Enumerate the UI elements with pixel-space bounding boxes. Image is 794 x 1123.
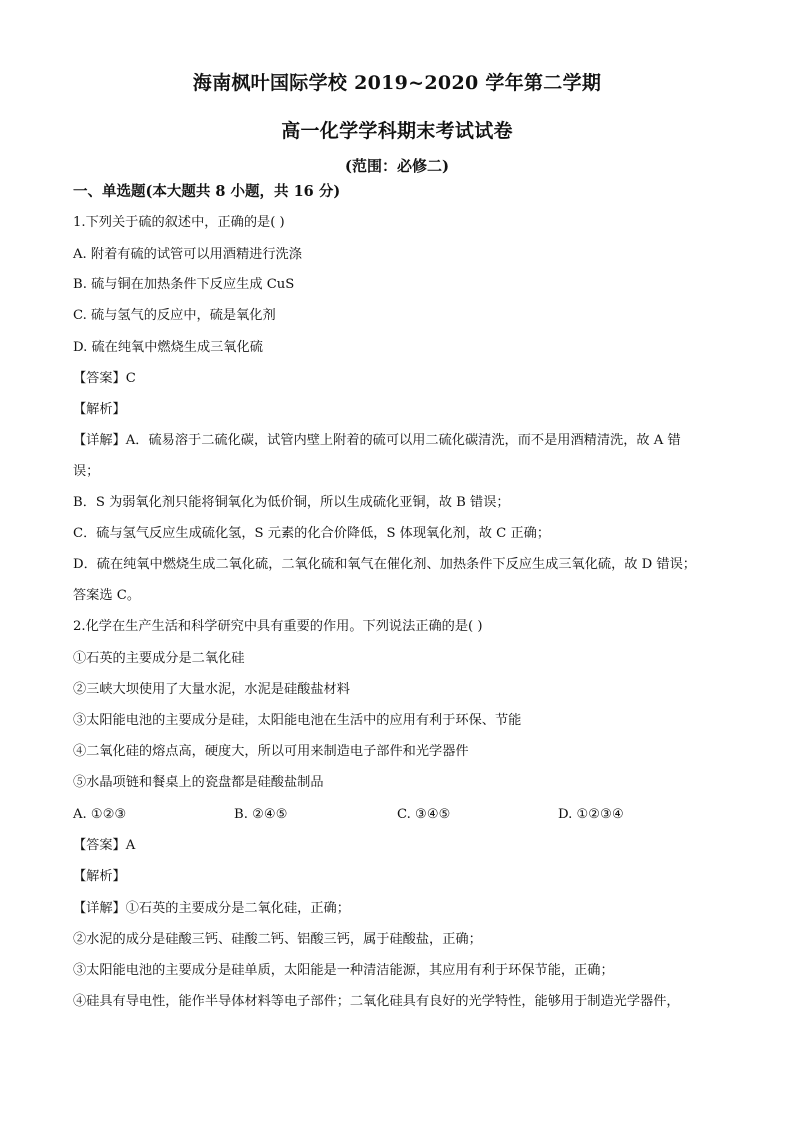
exam-title-subject: 高一化学学科期末考试试卷 [281,120,513,142]
question-1-option-d: D. 硫在纯氧中燃烧生成三氧化硫 [73,340,263,355]
question-2-detail-line: ②水泥的成分是硅酸三钙、硅酸二钙、铝酸三钙，属于硅酸盐，正确； [73,932,482,947]
question-2-statement: ④二氧化硅的熔点高，硬度大，所以可用来制造电子部件和光学器件 [73,744,469,759]
question-1-detail-line: C．硫与氢气反应生成硫化氢，S 元素的化合价降低，S 体现氧化剂，故 C 正确； [73,526,551,541]
question-2-option-d: D. ①②③④ [558,807,624,822]
question-2-analysis-label: 【解析】 [73,869,126,884]
question-2-statement: ①石英的主要成分是二氧化硅 [73,651,245,666]
question-1-detail-line: 答案选 C。 [73,588,141,603]
question-2-option-a: A. ①②③ [73,807,127,822]
question-1-detail-line: D．硫在纯氧中燃烧生成二氧化硫，二氧化硫和氧气在催化剂、加热条件下反应生成三氧化硫，故 D 错误； [73,557,696,572]
exam-scope: (范围：必修二) [344,157,450,175]
question-2-detail-line: ④硅具有导电性，能作半导体材料等电子部件；二氧化硅具有良好的光学特性，能够用于制造光学器件， [73,994,680,1009]
question-1-option-c: C. 硫与氢气的反应中，硫是氧化剂 [73,308,276,323]
question-1-stem: 1.下列关于硫的叙述中，正确的是( ) [73,215,285,230]
question-2-statement: ②三峡大坝使用了大量水泥，水泥是硅酸盐材料 [73,682,350,697]
question-1-option-a: A. 附着有硫的试管可以用酒精进行洗涤 [73,247,302,262]
question-2-stem: 2.化学在生产生活和科学研究中具有重要的作用。下列说法正确的是( ) [73,619,483,634]
question-1-detail-line: 【详解】A．硫易溶于二硫化碳，试管内壁上附着的硫可以用二硫化碳清洗，而不是用酒精清洗，故 A 错 [73,433,681,448]
question-1-answer: 【答案】C [73,371,136,386]
question-1-analysis-label: 【解析】 [73,402,126,417]
question-2-statement: ③太阳能电池的主要成分是硅，太阳能电池在生活中的应用有利于环保、节能 [73,713,522,728]
question-2-statement: ⑤水晶项链和餐桌上的瓷盘都是硅酸盐制品 [73,775,324,790]
exam-title-school: 海南枫叶国际学校 2019~2020 学年第二学期 [192,72,602,94]
section-heading: 一、单选题(本大题共 8 小题，共 16 分) [73,183,341,200]
question-2-option-c: C. ③④⑤ [397,807,451,822]
question-1-detail-line: B．S 为弱氧化剂只能将铜氧化为低价铜，所以生成硫化亚铜，故 B 错误； [73,495,510,510]
question-2-detail-line: ③太阳能电池的主要成分是硅单质，太阳能是一种清洁能源，其应用有利于环保节能，正确； [73,963,614,978]
question-1-detail-line: 误； [73,464,100,479]
question-2-answer: 【答案】A [73,838,136,853]
question-2-option-b: B. ②④⑤ [234,807,288,822]
question-2-detail-line: 【详解】①石英的主要成分是二氧化硅，正确； [73,901,350,916]
question-1-option-b: B. 硫与铜在加热条件下反应生成 CuS [73,277,295,292]
